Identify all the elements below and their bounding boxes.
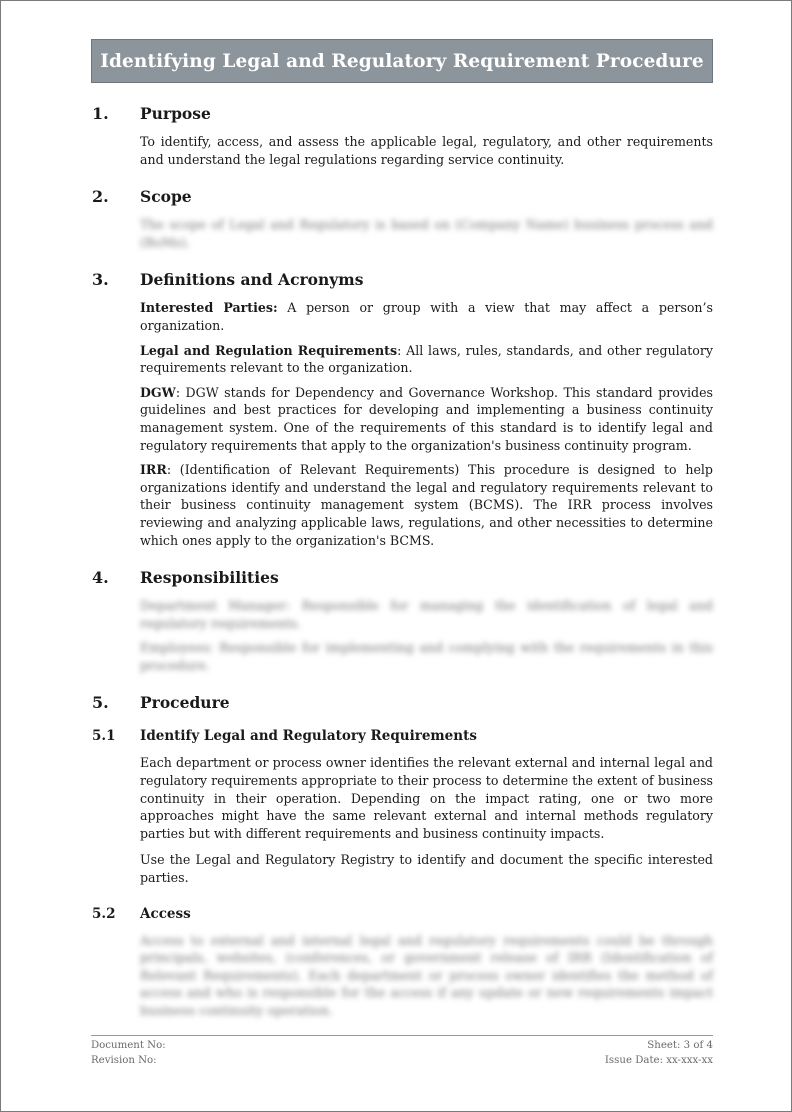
subsection-heading <box>92 906 713 922</box>
subsection-number: 5.2 <box>92 905 116 922</box>
purpose-text: To identify, access, and assess the applicable legal, regulatory, and other requirements and understand the legal regulations regarding service continuity. <box>140 134 713 167</box>
procedure-paragraph: Use the Legal and Regulatory Registry to identify and document the specific interested parties. <box>140 852 713 886</box>
section-definitions <box>92 270 713 549</box>
definition-term: IRR <box>140 462 167 478</box>
procedure-paragraph: Each department or process owner identifies the relevant external and internal legal and regulatory requirements appropriate to their process to determine the extent of business continuity in their operation. Depending on the impact rating, one or two more approaches might have the same relevant external and internal methods regulatory parties but with different requirements and business continuity impacts. <box>140 755 713 841</box>
section-title: Responsibilities <box>140 568 279 588</box>
subsection-title: Identify Legal and Regulatory Requirements <box>140 728 477 745</box>
section-title: Procedure <box>140 693 230 713</box>
section-scope <box>92 187 713 251</box>
definition-text: : (Identification of Relevant Requirements) This procedure is designed to help organizations identify and understand the legal and regulatory requirements relevant to their business continuity management system (BCMS). The IRR process involves reviewing and analyzing applicable laws, regulations, and other necessities to determine which ones apply to the organization's BCMS. <box>140 462 713 548</box>
section-purpose <box>92 104 713 168</box>
responsibility-blurred-item: Department Manager: Responsible for managing the identification of legal and regulatory requirements. <box>140 598 713 631</box>
section-heading <box>92 693 713 712</box>
definition-item <box>140 384 713 454</box>
section-heading <box>92 104 713 123</box>
section-number: 3. <box>92 270 109 290</box>
section-title: Scope <box>140 187 192 207</box>
section-responsibilities <box>92 568 713 674</box>
section-title: Definitions and Acronyms <box>140 270 364 290</box>
section-number: 1. <box>92 104 109 123</box>
subsection-heading <box>92 728 713 744</box>
definition-text: : All laws, rules, standards, and other regulatory requirements relevant to the organization. <box>140 342 713 376</box>
document-number-label: Document No: <box>91 1040 166 1051</box>
definition-text: : DGW stands for Dependency and Governance Workshop. This standard provides guidelines and best practices for developing and implementing a business continuity management system. One of the requirements of this standard is to identify legal and regulatory requirements that apply to the organization's business continuity program. <box>140 384 713 453</box>
section-heading <box>92 187 713 206</box>
definition-text: A person or group with a view that may affect a person’s organization. <box>140 300 713 333</box>
definition-item <box>140 299 713 334</box>
sheet-number: Sheet: 3 of 4 <box>647 1040 713 1051</box>
section-number: 5. <box>92 693 109 713</box>
section-title: Purpose <box>140 104 211 123</box>
subsection-title: Access <box>140 905 191 922</box>
page-footer <box>91 1035 713 1068</box>
definition-term: DGW <box>140 384 176 400</box>
definition-term: Legal and Regulation Requirements <box>140 342 398 358</box>
document-content <box>92 101 713 1020</box>
scope-blurred-text: The scope of Legal and Regulatory is based on (Company Name) business process and (BoMs). <box>140 217 713 250</box>
definition-term: Interested Parties: <box>140 300 278 316</box>
subsection-number: 5.1 <box>92 728 116 745</box>
section-number: 4. <box>92 568 109 588</box>
responsibility-blurred-item: Employees: Responsible for implementing and complying with the requirements in this procedure. <box>140 640 713 673</box>
document-title: Identifying Legal and Regulatory Requirement Procedure <box>91 39 713 83</box>
revision-number-label: Revision No: <box>91 1054 157 1066</box>
issue-date: Issue Date: xx-xxx-xx <box>604 1054 713 1066</box>
definition-item <box>140 342 713 377</box>
section-number: 2. <box>92 187 109 207</box>
section-heading <box>92 568 713 587</box>
access-blurred-text: Access to external and internal legal and regulatory requirements could be through principals, websites, (conferences, or government release of IRR (Identification of Relevant Requirements). Each department or process owner identifies the method of access and who is responsible for the access if any update or new requirements impact business continuity operation. <box>140 932 713 1018</box>
definition-item <box>140 461 713 549</box>
section-procedure <box>92 693 713 1019</box>
section-heading <box>92 270 713 289</box>
